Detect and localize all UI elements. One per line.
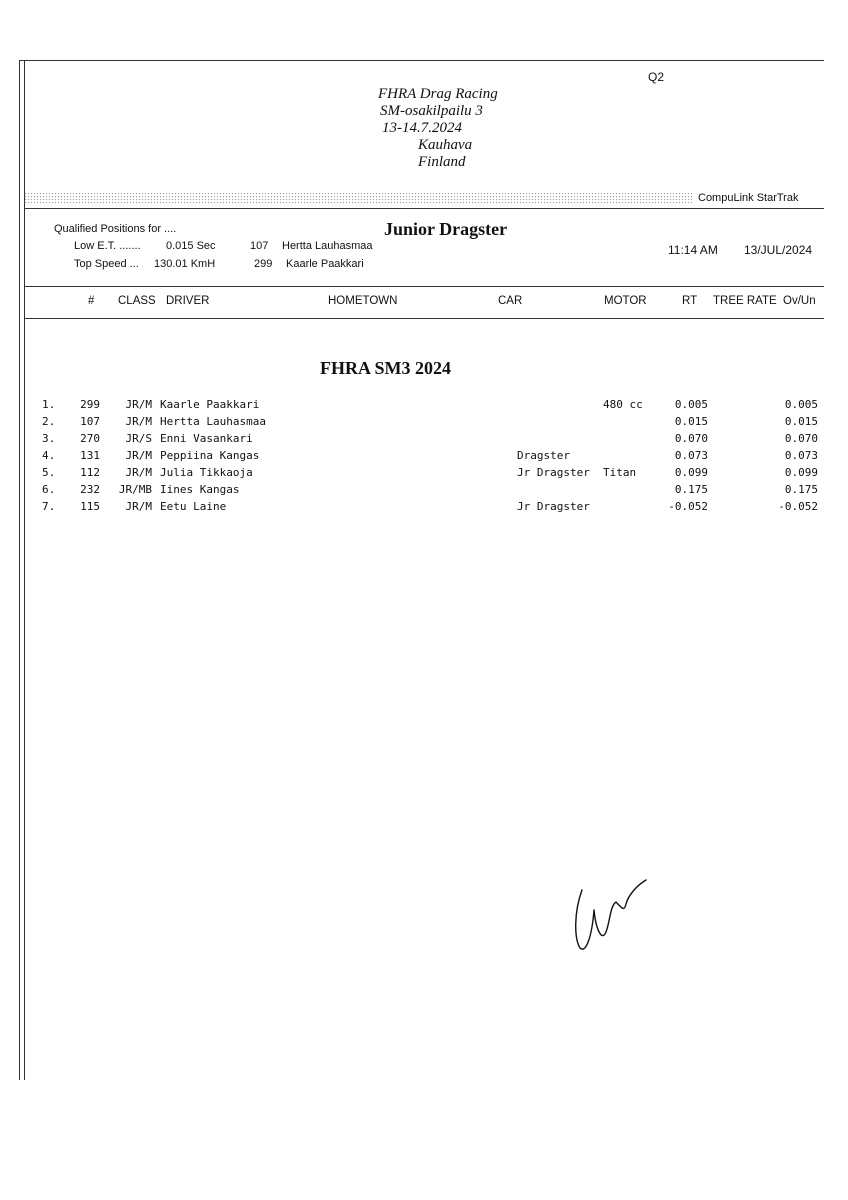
- motor: Titan: [603, 466, 637, 479]
- car: Jr Dragster: [517, 466, 590, 479]
- over-under: -0.052: [778, 500, 818, 513]
- motor: 480 cc: [603, 398, 643, 411]
- table-row: [0, 413, 848, 430]
- qualifying-round: Q2: [648, 70, 665, 84]
- car-number: 131: [80, 449, 100, 462]
- event-dates: 13-14.7.2024: [382, 120, 462, 136]
- table-row: [0, 464, 848, 481]
- class: JR/M: [125, 449, 152, 462]
- table-row: [0, 430, 848, 447]
- reaction-time: 0.099: [674, 466, 708, 479]
- qualified-label: Qualified Positions for ....: [54, 223, 177, 235]
- col-header-hometown: HOMETOWN: [328, 295, 398, 307]
- position: 6.: [42, 483, 56, 496]
- event-city: Kauhava: [418, 137, 473, 153]
- col-header-tree-rate: TREE RATE: [713, 295, 777, 307]
- class: JR/M: [125, 466, 152, 479]
- driver: Julia Tikkaoja: [160, 466, 253, 479]
- driver: Eetu Laine: [160, 500, 227, 513]
- event-series: SM-osakilpailu 3: [380, 103, 483, 119]
- event-name: FHRA Drag Racing: [378, 86, 498, 102]
- over-under: 0.099: [784, 466, 818, 479]
- low-et-number: 107: [250, 240, 269, 252]
- top-speed-number: 299: [254, 258, 273, 270]
- report-date: 13/JUL/2024: [744, 243, 813, 257]
- car-number: 270: [80, 432, 100, 445]
- table-row: [0, 498, 848, 515]
- driver: Enni Vasankari: [160, 432, 253, 445]
- reaction-time: 0.005: [674, 398, 708, 411]
- event-country: Finland: [418, 154, 466, 170]
- position: 4.: [42, 449, 56, 462]
- class: JR/S: [125, 432, 152, 445]
- car-number: 112: [80, 466, 100, 479]
- col-header-rt: RT: [682, 295, 698, 307]
- table-row: [0, 481, 848, 498]
- car: Jr Dragster: [517, 500, 590, 513]
- car: Dragster: [517, 449, 570, 462]
- car-number: 299: [80, 398, 100, 411]
- driver: Hertta Lauhasmaa: [160, 415, 266, 428]
- over-under: 0.005: [784, 398, 818, 411]
- col-header-class: CLASS: [118, 295, 156, 307]
- class: JR/M: [125, 398, 152, 411]
- table-row: [0, 447, 848, 464]
- over-under: 0.175: [784, 483, 818, 496]
- low-et-driver: Hertta Lauhasmaa: [282, 240, 373, 252]
- columns-top-rule: [24, 286, 824, 287]
- driver: Iines Kangas: [160, 483, 240, 496]
- top-speed-driver: Kaarle Paakkari: [286, 258, 364, 270]
- reaction-time: -0.052: [668, 500, 708, 513]
- reaction-time: 0.073: [674, 449, 708, 462]
- reaction-time: 0.175: [674, 483, 708, 496]
- position: 2.: [42, 415, 56, 428]
- position: 3.: [42, 432, 56, 445]
- car-number: 107: [80, 415, 100, 428]
- position: 7.: [42, 500, 56, 513]
- qualified-top-rule: [24, 208, 824, 209]
- over-under: 0.073: [784, 449, 818, 462]
- col-header-motor: MOTOR: [604, 295, 647, 307]
- class-title: Junior Dragster: [384, 219, 508, 239]
- car-number: 232: [80, 483, 100, 496]
- driver: Kaarle Paakkari: [160, 398, 260, 411]
- col-header-car: CAR: [498, 295, 523, 307]
- event-title: FHRA SM3 2024: [320, 358, 452, 378]
- dotted-band: [24, 192, 692, 204]
- left-margin-line: [19, 60, 20, 1080]
- col-header-ov-un: Ov/Un: [783, 295, 816, 307]
- top-speed-label: Top Speed ...: [74, 258, 139, 270]
- reaction-time: 0.015: [674, 415, 708, 428]
- low-et-label: Low E.T. .......: [74, 240, 141, 252]
- system-brand: CompuLink StarTrak: [698, 192, 799, 204]
- position: 5.: [42, 466, 56, 479]
- left-inner-line: [24, 60, 25, 1080]
- report-time: 11:14 AM: [668, 243, 718, 257]
- low-et-value: 0.015 Sec: [166, 240, 216, 252]
- car-number: 115: [80, 500, 100, 513]
- col-header-num: #: [88, 295, 95, 307]
- driver: Peppiina Kangas: [160, 449, 260, 462]
- col-header-driver: DRIVER: [166, 295, 210, 307]
- position: 1.: [42, 398, 56, 411]
- reaction-time: 0.070: [674, 432, 708, 445]
- table-row: [0, 396, 848, 413]
- class: JR/M: [125, 415, 152, 428]
- over-under: 0.015: [784, 415, 818, 428]
- class: JR/MB: [118, 483, 152, 496]
- signature-mark: [566, 872, 656, 962]
- top-rule: [19, 60, 824, 61]
- top-speed-value: 130.01 KmH: [154, 258, 216, 270]
- over-under: 0.070: [784, 432, 818, 445]
- class: JR/M: [125, 500, 152, 513]
- columns-bottom-rule: [24, 318, 824, 319]
